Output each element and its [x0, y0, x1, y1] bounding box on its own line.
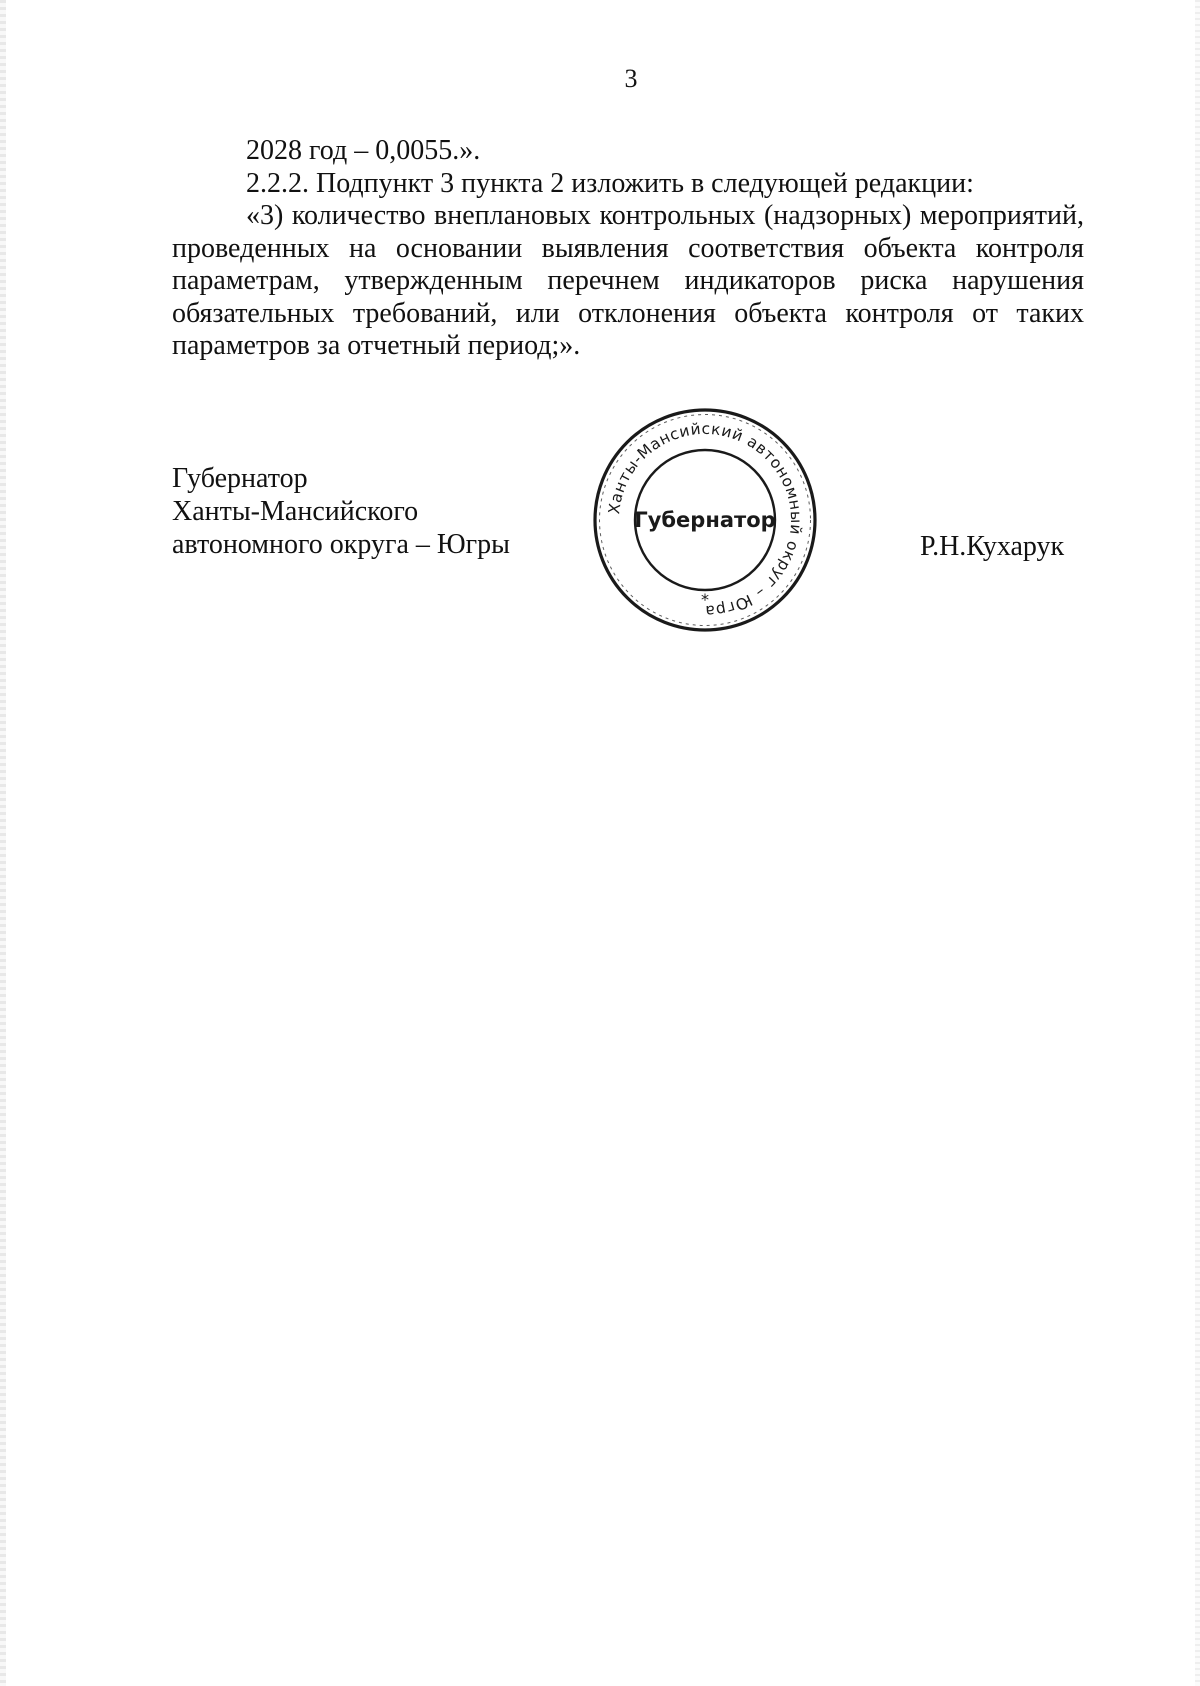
paragraph-year-value: 2028 год – 0,0055.».	[246, 135, 481, 166]
seal-graphic	[590, 405, 820, 635]
official-seal	[590, 405, 820, 635]
scan-edge-right	[1195, 0, 1200, 1686]
signatory-position	[172, 462, 510, 561]
position-line-1: Губернатор	[172, 463, 308, 494]
seal-center-text: Губернатор	[634, 508, 776, 532]
paragraph-amendment-intro: 2.2.2. Подпункт 3 пункта 2 изложить в следующей редакции:	[246, 167, 974, 199]
scan-edge-left	[0, 0, 6, 1686]
signatory-name: Р.Н.Кухарук	[920, 531, 1065, 562]
position-line-2: Ханты-Мансийского	[172, 496, 419, 527]
document-body	[172, 135, 1084, 363]
seal-star: *	[701, 590, 709, 609]
seal-ring-text: Ханты-Мансийский автономный округ – Югра	[605, 419, 806, 621]
page-number: 3	[624, 64, 638, 93]
position-line-3: автономного округа – Югры	[172, 529, 510, 560]
paragraph-amendment-text: «3) количество внеплановых контрольных (надзорных) мероприятий, проведенных на основании выявления соответствия объекта контроля параметрам, утвержденным перечнем индикаторов риска нарушения обязательных требований, или отклонения объекта контроля от таких параметров за отчетный период;».	[172, 200, 1084, 361]
